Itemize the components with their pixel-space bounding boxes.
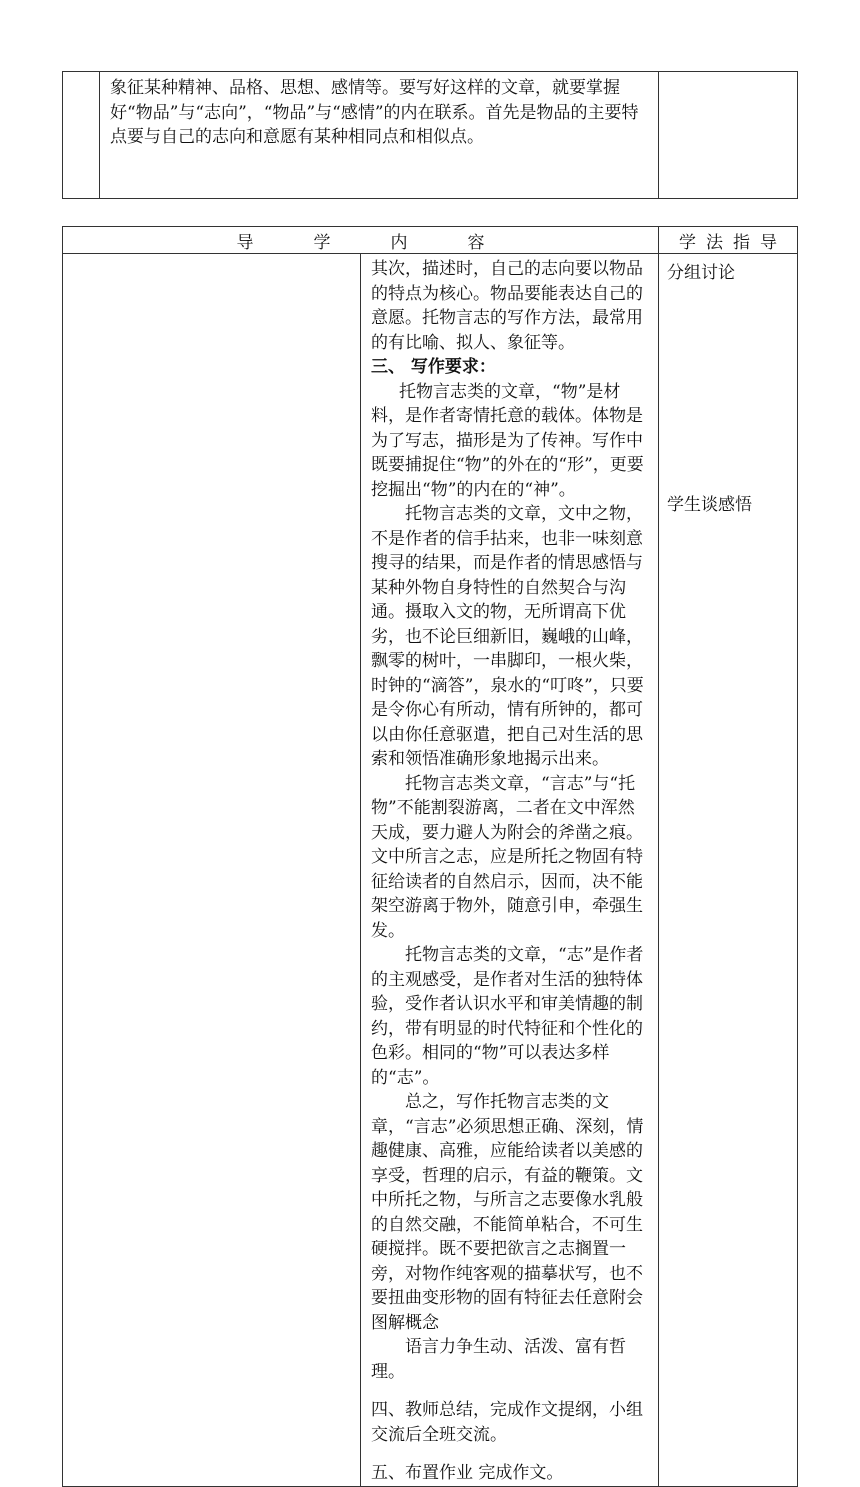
paragraph-5: 托物言志类的文章，“志”是作者的主观感受，是作者对生活的独特体验，受作者认识水平和审美情趣的制约，带有明显的时代特征和个性化的色彩。相同的“物”可以表达多样的“志”。	[371, 945, 644, 1088]
header-guide-cell	[659, 227, 798, 254]
body-content-cell	[361, 254, 659, 1487]
section-5: 五、布置作业 完成作文。	[371, 1463, 564, 1483]
paragraph-6: 总之，写作托物言志类的文章，“言志”必须思想正确、深刻，情趣健康、高雅，应能给读者以美感的享受，哲理的启示，有益的鞭策。文中所托之物，与所言之志要像水乳般的自然交融，不能简单粘合，不可生硬搅拌。既不要把欲言之志搁置一旁，对物作纯客观的描摹状写，也不要扭曲变形物的固有特征去任意附会图解概念	[371, 1092, 644, 1333]
paragraph-2: 托物言志类的文章，“物”是材料，是作者寄情托意的载体。体物是为了写志，描形是为了传神。写作中既要捕捉住“物”的外在的“形”，更要挖掘出“物”的内在的“神”。	[371, 381, 644, 500]
top-table	[62, 71, 798, 199]
body-left-cell	[63, 254, 361, 1487]
paragraph-1: 其次，描述时，自己的志向要以物品的特点为核心。物品要能表达自己的意愿。托物言志的写作方法，最常用的有比喻、拟人、象征等。	[371, 259, 643, 353]
paragraph-7: 语言力争生动、活泼、富有哲理。	[371, 1337, 626, 1382]
header-content: 导学内容	[236, 232, 545, 253]
guide-group-discussion: 分组讨论	[667, 263, 735, 283]
paragraph-3: 托物言志类的文章，文中之物，不是作者的信手拈来，也非一味刻意搜寻的结果，而是作者的情思感悟与某种外物自身特性的自然契合与沟通。摄取入文的物，无所谓高下优劣，也不论巨细新旧，巍峨的山峰，飘零的树叶，一串脚印，一根火柴，时钟的“滴答”，泉水的“叮咚”，只要是令你心有所动，情有所钟的，都可以由你任意驱遣，把自己对生活的思索和领悟准确形象地揭示出来。	[371, 504, 644, 769]
section-3-title: 三、 写作要求：	[371, 357, 496, 377]
header-content-cell	[63, 227, 659, 254]
section-4: 四、教师总结，完成作文提纲，小组交流后全班交流。	[371, 1400, 643, 1445]
top-left-cell	[63, 72, 100, 199]
body-guide-cell	[659, 254, 798, 1487]
top-right-cell	[659, 72, 798, 199]
guide-student-insight: 学生谈感悟	[667, 495, 752, 515]
main-table	[62, 226, 798, 1487]
top-paragraph: 象征某种精神、品格、思想、感情等。要写好这样的文章，就要掌握好“物品”与“志向”，“物品”与“感情”的内在联系。首先是物品的主要特点要与自己的志向和意愿有某种相同点和相似点。	[110, 78, 639, 147]
paragraph-4: 托物言志类文章，“言志”与“托物”不能割裂游离，二者在文中浑然天成，要力避人为附会的斧凿之痕。文中所言之志，应是所托之物固有特征给读者的自然启示，因而，决不能架空游离于物外，随意引申，牵强生发。	[371, 773, 643, 941]
top-content-cell	[100, 72, 659, 199]
header-guide: 学法指导	[679, 232, 787, 253]
